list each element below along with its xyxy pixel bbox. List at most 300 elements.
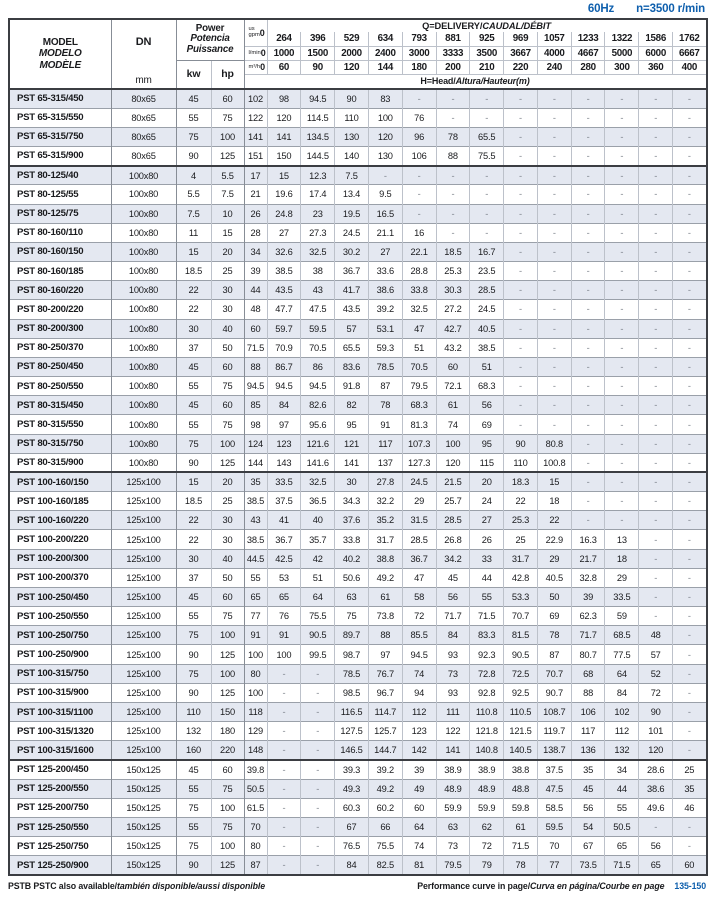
head-value-cell: - [571,319,605,338]
head-value-cell: 15 [267,166,301,185]
head-value-cell: 63 [436,818,470,837]
model-cell: PST 80-315/550 [9,415,111,434]
rotation-speed-label: n=3500 r/min [636,3,705,15]
head-value-cell: 137 [368,453,402,472]
head-value-cell: 34.2 [436,549,470,568]
head-value-cell: 127.3 [402,453,436,472]
dn-cell: 100x80 [111,166,176,185]
head-value-cell: 44.5 [244,549,267,568]
head-value-cell: 9.5 [368,185,402,204]
head-value-cell: - [537,300,571,319]
head-value-cell: 38.5 [267,262,301,281]
m3h-unit-label: m³/h [248,64,261,70]
dn-cell: 125x100 [111,722,176,741]
head-value-cell: 78 [504,856,538,875]
head-value-cell: 82 [335,396,369,415]
delivery-header-row [9,19,707,32]
kw-cell: 75 [176,837,211,856]
head-value-cell: 24.5 [402,472,436,491]
head-value-cell: - [639,568,673,587]
head-value-cell: 100 [436,434,470,453]
flow-lmin-value: 3333 [436,46,470,60]
head-value-cell: 24.5 [470,300,504,319]
table-row [9,300,707,319]
head-value-cell: 36.5 [301,492,335,511]
kw-cell: 75 [176,434,211,453]
table-row [9,587,707,606]
model-cell: PST 80-125/55 [9,185,111,204]
head-value-cell: 93 [436,645,470,664]
table-row [9,549,707,568]
head-value-cell: 22.9 [537,530,571,549]
head-value-cell: 17.4 [301,185,335,204]
head-value-cell: 55 [244,568,267,587]
head-value-cell: - [639,242,673,261]
dn-cell: 150x125 [111,760,176,779]
head-value-cell: 28.6 [639,760,673,779]
head-value-cell: 70.7 [537,664,571,683]
head-value-cell: 47.5 [537,779,571,798]
model-cell: PST 100-315/1320 [9,722,111,741]
kw-cell: 22 [176,281,211,300]
kw-cell: 90 [176,645,211,664]
head-value-cell: 134.5 [301,127,335,146]
head-value-cell: 62.3 [571,607,605,626]
dn-cell: 125x100 [111,645,176,664]
head-value-cell: 38.9 [436,760,470,779]
dn-cell: 100x80 [111,242,176,261]
head-value-cell: 121.6 [301,434,335,453]
dn-cell: 100x80 [111,281,176,300]
head-value-cell: - [436,185,470,204]
flow-unit-lmin [244,46,267,60]
head-value-cell: - [639,338,673,357]
head-value-cell: - [301,664,335,683]
head-value-cell: 39 [571,587,605,606]
head-value-cell: 18.3 [504,472,538,491]
head-value-cell: 141 [244,127,267,146]
head-value-cell: 49.2 [368,779,402,798]
model-cell: PST 80-315/900 [9,453,111,472]
flow-gpm-value: 634 [368,32,402,46]
head-value-cell: - [639,108,673,127]
head-value-cell: 43.2 [436,338,470,357]
head-value-cell: 78.5 [335,664,369,683]
head-value-cell: - [504,242,538,261]
head-value-cell: 71.5 [605,856,639,875]
table-row [9,453,707,472]
head-value-cell: 92.5 [504,683,538,702]
model-cell: PST 80-250/450 [9,357,111,376]
head-value-cell: 100.8 [537,453,571,472]
dn-cell: 125x100 [111,492,176,511]
head-value-cell: - [605,338,639,357]
head-value-cell: 141 [335,453,369,472]
head-value-cell: 27 [470,511,504,530]
model-label-es: MODELO [38,48,82,60]
head-value-cell: 69 [470,415,504,434]
flow-unit-usgpm [244,19,267,46]
head-value-cell: - [605,147,639,166]
head-value-cell: - [673,147,707,166]
head-value-cell: 50.6 [335,568,369,587]
head-value-cell: 83.3 [470,626,504,645]
head-value-cell: 25 [673,760,707,779]
head-value-cell: 76.7 [368,664,402,683]
head-value-cell: 35 [673,779,707,798]
head-value-cell: 42.5 [267,549,301,568]
dn-column-header [111,19,176,89]
head-value-cell: 47.5 [301,300,335,319]
head-value-cell: - [436,223,470,242]
head-value-cell: - [673,89,707,108]
head-value-cell: 72 [402,607,436,626]
kw-cell: 55 [176,779,211,798]
hp-cell: 125 [211,147,244,166]
table-row [9,89,707,108]
head-value-cell: 37.6 [335,511,369,530]
power-column-header [176,19,244,60]
head-value-cell: 88 [368,626,402,645]
head-value-cell: 48 [639,626,673,645]
hp-cell: 10 [211,204,244,223]
head-value-cell: 94.5 [402,645,436,664]
head-value-cell: 43.5 [267,281,301,300]
kw-cell: 55 [176,108,211,127]
head-value-cell: 55 [605,798,639,817]
head-value-cell: - [504,108,538,127]
head-value-cell: 84 [335,856,369,875]
head-value-cell: 23 [301,204,335,223]
head-value-cell: - [402,89,436,108]
head-value-cell: 27.8 [368,472,402,491]
head-value-cell: 58 [402,587,436,606]
head-value-cell: - [673,837,707,856]
head-value-cell: 101 [639,722,673,741]
head-value-cell: - [673,472,707,491]
head-value-cell: 60.3 [335,798,369,817]
head-value-cell: - [673,223,707,242]
head-value-cell: - [267,818,301,837]
head-value-cell: 82.6 [301,396,335,415]
hp-cell: 60 [211,396,244,415]
dn-cell: 100x80 [111,338,176,357]
model-cell: PST 80-200/300 [9,319,111,338]
table-row [9,856,707,875]
head-value-cell: 40 [301,511,335,530]
table-row [9,338,707,357]
dn-cell: 125x100 [111,607,176,626]
hp-cell: 100 [211,434,244,453]
flow-m3h-value: 90 [301,60,335,74]
head-value-cell: 92.3 [470,645,504,664]
head-value-cell: 138.7 [537,741,571,760]
head-value-cell: 19.5 [335,204,369,223]
head-value-cell: - [402,166,436,185]
head-value-cell: - [639,472,673,491]
head-value-cell: - [673,607,707,626]
head-value-cell: 78.5 [368,357,402,376]
head-value-cell: - [504,147,538,166]
head-value-cell: 59 [605,607,639,626]
kw-cell: 22 [176,530,211,549]
head-value-cell: - [605,127,639,146]
head-value-cell: - [605,166,639,185]
head-value-cell: - [504,204,538,223]
head-value-cell: - [301,856,335,875]
dn-cell: 80x65 [111,147,176,166]
head-value-cell: 27.2 [436,300,470,319]
head-value-cell: - [605,300,639,319]
flow-gpm-value: 969 [504,32,538,46]
head-value-cell: 50 [537,587,571,606]
head-value-cell: - [537,127,571,146]
head-value-cell: 129 [244,722,267,741]
head-value-cell: 94.5 [301,89,335,108]
head-value-cell: 28.8 [402,262,436,281]
head-value-cell: - [673,722,707,741]
kw-cell: 75 [176,798,211,817]
head-value-cell: 60 [673,856,707,875]
model-cell: PST 80-125/40 [9,166,111,185]
head-value-cell: 90.7 [537,683,571,702]
head-value-cell: 49.3 [335,779,369,798]
flow-m3h-value: 60 [267,60,301,74]
head-value-cell: 114.7 [368,703,402,722]
head-value-cell: - [673,242,707,261]
head-value-cell: 123 [402,722,436,741]
head-value-cell: 92.8 [470,683,504,702]
head-value-cell: - [639,262,673,281]
table-row [9,204,707,223]
head-value-cell: - [571,434,605,453]
head-value-cell: 61 [436,396,470,415]
head-value-cell: 33.5 [267,472,301,491]
head-value-cell: 39.2 [368,760,402,779]
hp-cell: 100 [211,798,244,817]
head-value-cell: 93 [436,683,470,702]
model-label-fr: MODÈLE [39,59,82,71]
head-value-cell: 38 [301,262,335,281]
dn-cell: 100x80 [111,262,176,281]
head-value-cell: 118 [244,703,267,722]
head-value-cell: 102 [605,703,639,722]
head-value-cell: - [470,204,504,223]
table-row [9,492,707,511]
hp-cell: 100 [211,837,244,856]
head-value-cell: - [537,89,571,108]
head-value-cell: - [639,434,673,453]
head-value-cell: - [537,166,571,185]
head-value-cell: - [571,185,605,204]
head-value-cell: 44 [605,779,639,798]
head-value-cell: 79.5 [402,377,436,396]
head-value-cell: - [504,185,538,204]
head-value-cell: - [639,396,673,415]
m3h-zero-value: 0 [260,61,265,72]
model-cell: PST 100-200/220 [9,530,111,549]
head-value-cell: 71.7 [571,626,605,645]
model-cell: PST 125-250/750 [9,837,111,856]
head-value-cell: 90.5 [504,645,538,664]
head-value-cell: 31.5 [402,511,436,530]
dn-cell: 100x80 [111,415,176,434]
head-value-cell: 144.5 [301,147,335,166]
head-value-cell: 39.2 [368,300,402,319]
head-value-cell: - [639,511,673,530]
head-value-cell: 98.7 [335,645,369,664]
kw-cell: 18.5 [176,262,211,281]
head-value-cell: 61 [368,587,402,606]
dn-cell: 125x100 [111,626,176,645]
head-value-cell: 130 [368,147,402,166]
head-value-cell: 16.3 [571,530,605,549]
flow-lmin-value: 4000 [537,46,571,60]
head-value-cell: 112 [605,722,639,741]
head-value-cell: 94.5 [244,377,267,396]
head-value-cell: 87 [244,856,267,875]
head-value-cell: - [673,185,707,204]
hp-cell: 25 [211,262,244,281]
curve-reference: Performance curve in page/Curva en página/Courbe en page 135-150 [417,881,706,892]
head-value-cell: 98 [267,89,301,108]
head-value-cell: 70.7 [504,607,538,626]
head-value-cell: 60 [244,319,267,338]
head-value-cell: 96.7 [368,683,402,702]
head-value-cell: 30.2 [335,242,369,261]
model-cell: PST 80-160/150 [9,242,111,261]
head-value-cell: 111 [436,703,470,722]
head-value-cell: 59.8 [504,798,538,817]
head-value-cell: 76 [267,607,301,626]
model-cell: PST 100-160/220 [9,511,111,530]
head-value-cell: - [639,185,673,204]
model-cell: PST 100-250/550 [9,607,111,626]
head-value-cell: - [571,338,605,357]
head-value-cell: 25.3 [436,262,470,281]
head-value-cell: 76.5 [335,837,369,856]
head-value-cell: - [673,587,707,606]
head-value-cell: 151 [244,147,267,166]
head-value-cell: 44 [244,281,267,300]
model-cell: PST 65-315/450 [9,89,111,108]
head-value-cell: - [639,127,673,146]
table-row [9,703,707,722]
head-value-cell: 50.5 [244,779,267,798]
head-value-cell: 24.5 [335,223,369,242]
head-value-cell: - [673,396,707,415]
table-row [9,262,707,281]
head-value-cell: 73.8 [368,607,402,626]
head-value-cell: 94.5 [267,377,301,396]
flow-gpm-value: 1762 [678,33,700,45]
flow-lmin-value: 3000 [402,46,436,60]
kw-cell: 15 [176,242,211,261]
head-value-cell: 90 [335,89,369,108]
table-row [9,185,707,204]
head-value-cell: 68.5 [605,626,639,645]
flow-lmin-value: 2000 [335,46,369,60]
kw-cell: 18.5 [176,492,211,511]
head-value-cell: - [639,223,673,242]
head-value-cell: 87 [368,377,402,396]
model-cell: PST 100-250/900 [9,645,111,664]
head-value-cell: 91 [267,626,301,645]
head-value-cell: 51 [470,357,504,376]
kw-cell: 22 [176,511,211,530]
head-value-cell: - [673,338,707,357]
model-cell: PST 80-200/220 [9,300,111,319]
head-value-cell: - [673,357,707,376]
head-value-cell: 77 [244,607,267,626]
kw-cell: 37 [176,338,211,357]
head-value-cell: 57 [335,319,369,338]
head-value-cell: 119.7 [537,722,571,741]
head-value-cell: 112 [402,703,436,722]
hp-cell: 100 [211,626,244,645]
kw-cell: 55 [176,818,211,837]
head-value-cell: 120 [639,741,673,760]
kw-cell: 55 [176,415,211,434]
head-value-cell: 59.5 [537,818,571,837]
head-value-cell: 91 [244,626,267,645]
head-value-cell: 79 [470,856,504,875]
table-header [9,19,707,89]
flow-lmin-value: 1000 [267,46,301,60]
kw-cell: 4 [176,166,211,185]
table-row [9,396,707,415]
head-value-cell: 55 [470,587,504,606]
head-value-cell: 76 [402,108,436,127]
head-value-cell: 121.8 [470,722,504,741]
head-value-cell: 71.5 [504,837,538,856]
head-value-cell: - [537,262,571,281]
head-value-cell: 18 [605,549,639,568]
head-value-cell: 70 [244,818,267,837]
head-value-cell: 70 [537,837,571,856]
head-value-cell: - [673,377,707,396]
model-cell: PST 80-160/185 [9,262,111,281]
hp-cell: 50 [211,338,244,357]
head-value-cell: 125.7 [368,722,402,741]
head-value-cell: 38.6 [368,281,402,300]
head-value-cell: 110 [335,108,369,127]
kw-cell: 5.5 [176,185,211,204]
head-value-cell: 57 [639,645,673,664]
table-row [9,415,707,434]
head-value-cell: 32.8 [571,568,605,587]
head-value-cell: 30 [335,472,369,491]
table-row [9,683,707,702]
head-value-cell: 84 [605,683,639,702]
head-value-cell: 80.7 [571,645,605,664]
head-value-cell: 100 [244,683,267,702]
head-value-cell: - [605,396,639,415]
head-value-cell: - [470,89,504,108]
head-value-cell: 35 [571,760,605,779]
table-row [9,664,707,683]
head-value-cell: - [673,300,707,319]
dn-cell: 150x125 [111,856,176,875]
head-value-cell: - [673,127,707,146]
table-row [9,837,707,856]
head-value-cell: 56 [639,837,673,856]
head-value-cell: 38.5 [470,338,504,357]
head-value-cell: - [504,262,538,281]
head-value-cell: - [571,166,605,185]
model-cell: PST 80-160/220 [9,281,111,300]
head-value-cell: 42 [301,549,335,568]
